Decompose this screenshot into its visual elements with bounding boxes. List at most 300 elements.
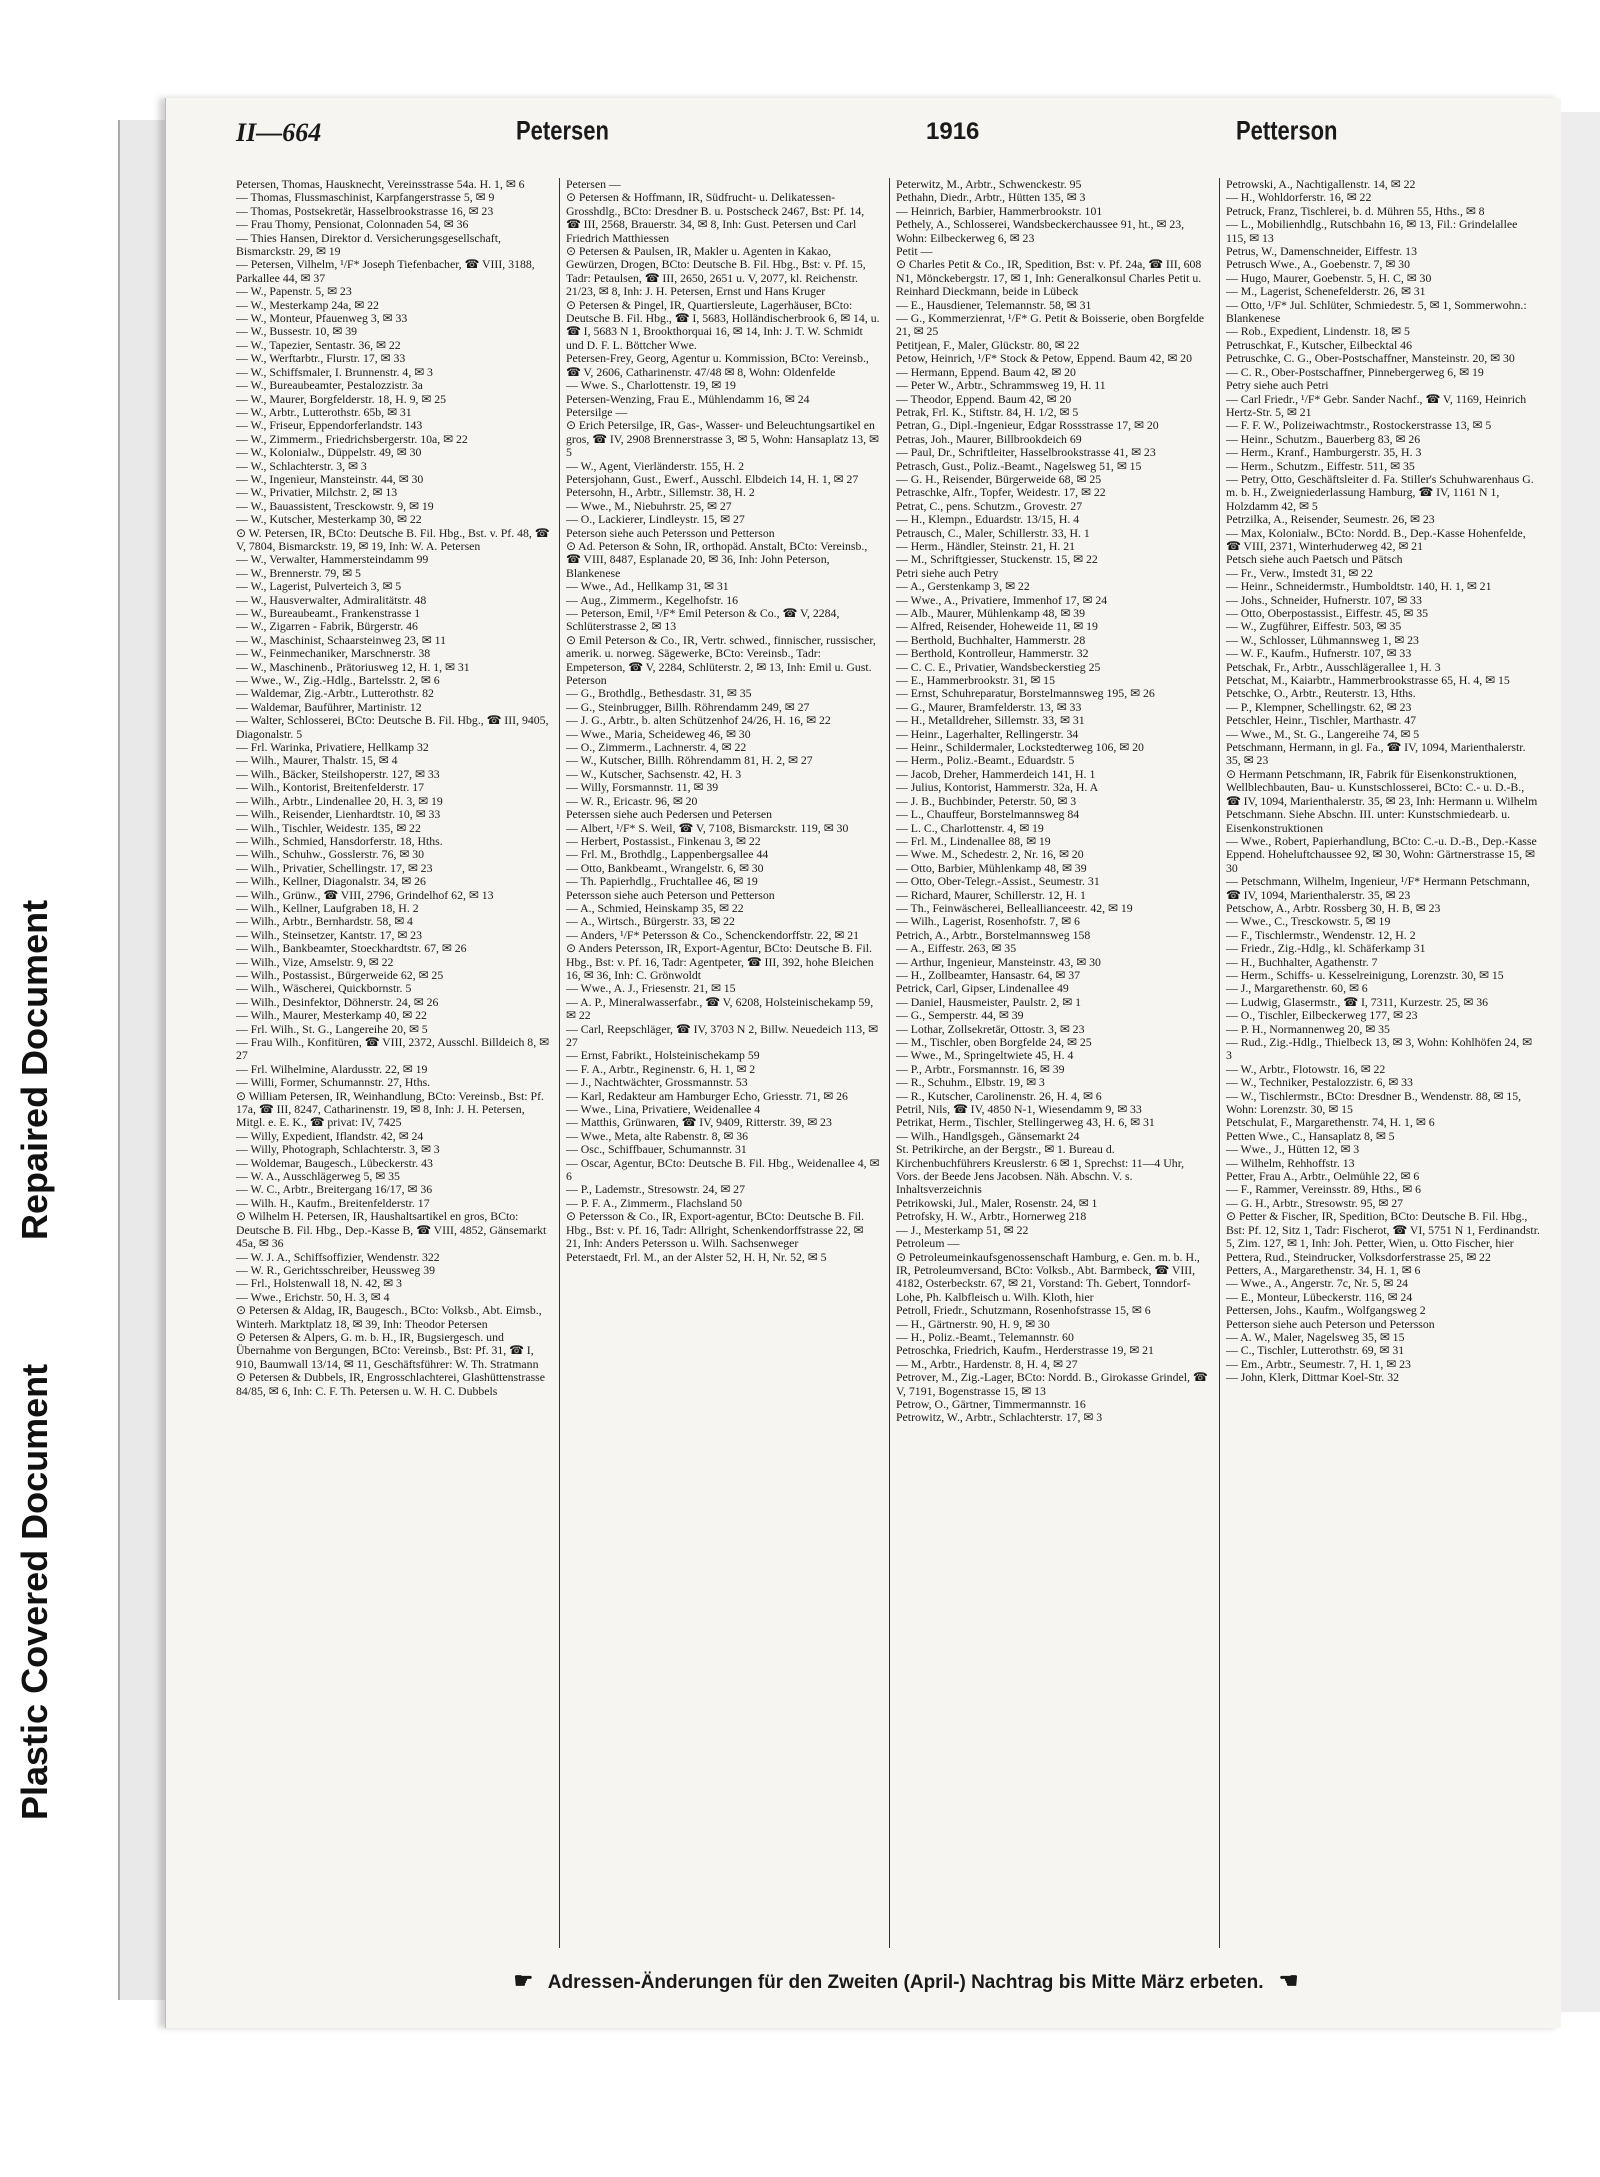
directory-entry: — Heinr., Schildermaler, Lockstedterweg 106, ✉ 20 <box>896 740 1144 755</box>
directory-entry: — Frl., Holstenwall 18, N. 42, ✉ 3 <box>236 1276 402 1291</box>
directory-entry: — W., Brennerstr. 79, ✉ 5 <box>236 565 361 580</box>
directory-entry: Petruck, Franz, Tischlerei, b. d. Mühren 55, Hths., ✉ 8 <box>1226 203 1485 218</box>
directory-entry: — Anders, ¹/F* Petersson & Co., Schenckendorffstr. 22, ✉ 21 <box>566 927 860 942</box>
directory-entry: — Wilh., Handlgsgeh., Gänsemarkt 24 <box>896 1128 1080 1143</box>
directory-entry: — Heinrich, Barbier, Hammerbrookstr. 101 <box>896 203 1103 218</box>
column-4 <box>1226 178 1540 1948</box>
directory-entry: — Wwe., W., Zig.-Hdlg., Bartelsstr. 2, ✉ 6 <box>236 673 440 688</box>
directory-entry: — O., Lackierer, Lindleystr. 15, ✉ 27 <box>566 512 745 527</box>
directory-entry: — H., Wohldorferstr. 16, ✉ 22 <box>1226 190 1372 205</box>
pointing-hand-icon: ☚ <box>1278 1968 1299 1993</box>
directory-entry: — M., Tischler, oben Borgfelde 24, ✉ 25 <box>896 1035 1092 1049</box>
directory-entry: — P., Arbtr., Forsmannstr. 16, ✉ 39 <box>896 1061 1065 1076</box>
directory-entry: — Otto, Oberpostassist., Eiffestr. 45, ✉ 35 <box>1226 606 1429 620</box>
directory-entry: — W., Privatier, Milchstr. 2, ✉ 13 <box>236 485 398 500</box>
directory-entry: — W. F., Kaufm., Hufnerstr. 107, ✉ 33 <box>1226 646 1412 661</box>
directory-entry: — Karl, Redakteur am Hamburger Echo, Griesstr. 71, ✉ 26 <box>566 1088 848 1103</box>
directory-entry: — Ludwig, Glasermstr., ☎ I, 7311, Kurzestr. 25, ✉ 36 <box>1226 994 1489 1009</box>
directory-entry: — Paul, Dr., Schriftleiter, Hasselbrookstrasse 41, ✉ 23 <box>896 445 1156 460</box>
directory-entry: — A., Schmied, Heinskamp 35, ✉ 22 <box>566 900 744 915</box>
directory-entry: ⊙ Petersson & Co., IR, Export-agentur, BCto: Deutsche B. Fil. Hbg., Bst: v. Pf. 16, Tadr: Allright, Schenkendorffstrasse 22, ✉ 21, Inh: Anders Petersson u. Wilh. Sachsenweger <box>566 1209 865 1251</box>
directory-entry: — Wilh., Steinsetzer, Kantstr. 17, ✉ 23 <box>236 927 422 942</box>
directory-entry: St. Petrikirche, an der Bergstr., ✉ 1. Bureau d. Kirchenbuchführers Kreuslerstr. 6 ✉ 1, Sprechst: 11—4 Uhr, Vors. der Beede Jens Jacobsen. Näh. Abschn. V. s. Inhaltsverzeichnis <box>896 1142 1185 1197</box>
directory-entry: Petruschkat, F., Kutscher, Eilbecktal 46 <box>1226 337 1412 352</box>
directory-entry: — Theodor, Eppend. Baum 42, ✉ 20 <box>896 391 1072 406</box>
directory-entry: Petersohn, H., Arbtr., Sillemstr. 38, H. 2 <box>566 485 755 500</box>
directory-entry: Petrasch, Gust., Poliz.-Beamt., Nagelsweg 51, ✉ 15 <box>896 458 1142 473</box>
directory-entry: Peterson siehe auch Petersson und Petterson <box>566 525 775 540</box>
directory-entry: — L. C., Charlottenstr. 4, ✉ 19 <box>896 820 1044 835</box>
directory-entry: — H., Klempn., Eduardstr. 13/15, H. 4 <box>896 512 1080 527</box>
directory-entry: — Rob., Expedient, Lindenstr. 18, ✉ 5 <box>1226 324 1410 339</box>
directory-entry: — W., Tapezier, Sentastr. 36, ✉ 22 <box>236 337 401 352</box>
directory-entry: — Woldemar, Baugesch., Lübeckerstr. 43 <box>236 1155 433 1170</box>
directory-entry: Petraschke, Alfr., Topfer, Weidestr. 17, ✉ 22 <box>896 485 1106 500</box>
directory-entry: — Wilh., Schmied, Hansdorferstr. 18, Hths. <box>236 833 443 848</box>
directory-entry: ⊙ Petersen & Pingel, IR, Quartiersleute, Lagerhäuser, BCto: Deutsche B. Fil. Hbg., ☎ I, 5683, Holländischerbrook 6, ✉ 14, u. ☎ I, 5683 N 1, Brookthorquai 16, ✉ 14, Inh: J. T. W. Schmidt und D. F. L. Böttcher Wwe. <box>566 297 880 352</box>
directory-entry: — Wwe., A., Angerstr. 7c, Nr. 5, ✉ 24 <box>1226 1276 1409 1291</box>
directory-entry: — Wwe., A., Privatiere, Immenhof 17, ✉ 24 <box>896 592 1108 607</box>
directory-entry: Petersen — <box>566 178 621 191</box>
directory-entry: — Wilh., Arbtr., Lindenallee 20, H. 3, ✉ 19 <box>236 793 443 808</box>
directory-entry: — Peterson, Emil, ¹/F* Emil Peterson & Co., ☎ V, 2284, Schlüterstrasse 2, ✉ 13 <box>566 606 840 634</box>
directory-entry: — Wilh., Maurer, Mesterkamp 40, ✉ 22 <box>236 1008 427 1023</box>
directory-entry: — W., Friseur, Eppendorferlandstr. 143 <box>236 418 423 433</box>
directory-entry: — W., Monteur, Pfauenweg 3, ✉ 33 <box>236 311 408 326</box>
directory-entry: — Frl. Warinka, Privatiere, Hellkamp 32 <box>236 740 429 755</box>
directory-entry: Petrick, Carl, Gipser, Lindenallee 49 <box>896 981 1069 996</box>
directory-entry: Petschow, A., Arbtr. Rossberg 30, H. B, ✉ 23 <box>1226 900 1441 915</box>
directory-entry: — Hermann, Eppend. Baum 42, ✉ 20 <box>896 364 1076 379</box>
directory-entry: — Petschmann, Wilhelm, Ingenieur, ¹/F* Hermann Petschmann, ☎ IV, 1094, Marienthalerstr. 35, ✉ 23 <box>1226 874 1530 902</box>
directory-entry: Petrikowski, Jul., Maler, Rosenstr. 24, ✉ 1 <box>896 1195 1098 1210</box>
directory-entry: — F. F. W., Polizeiwachtmstr., Rostockerstrasse 13, ✉ 5 <box>1226 418 1492 433</box>
directory-entry: — Em., Arbtr., Seumestr. 7, H. 1, ✉ 23 <box>1226 1356 1411 1371</box>
directory-entry: Petrich, A., Arbtr., Borstelmannsweg 158 <box>896 927 1091 942</box>
directory-entry: — Wwe., Erichstr. 50, H. 3, ✉ 4 <box>236 1289 390 1304</box>
directory-entry: — W., Kolonialw., Düppelstr. 49, ✉ 30 <box>236 445 422 460</box>
directory-entry: — G., Steinbrugger, Billh. Röhrendamm 249, ✉ 27 <box>566 699 810 714</box>
directory-entry: — Jacob, Dreher, Hammerdeich 141, H. 1 <box>896 766 1096 781</box>
directory-entry: — Wilh., Desinfektor, Döhnerstr. 24, ✉ 26 <box>236 994 439 1009</box>
directory-entry: — W., Kutscher, Billh. Röhrendamm 81, H. 2, ✉ 27 <box>566 753 813 768</box>
directory-entry: — Lothar, Zollsekretär, Ottostr. 3, ✉ 23 <box>896 1021 1085 1036</box>
directory-entry: — Frau Thomy, Pensionat, Colonnaden 54, ✉ 36 <box>236 217 469 232</box>
directory-entry: — Hugo, Maurer, Goebenstr. 5, H. C, ✉ 30 <box>1226 270 1432 285</box>
directory-entry: Petit — <box>896 244 933 259</box>
directory-entry: — Richard, Maurer, Schillerstr. 12, H. 1 <box>896 887 1086 902</box>
directory-entry: — W., Bussestr. 10, ✉ 39 <box>236 324 357 339</box>
directory-entry: Petterson siehe auch Peterson und Petersson <box>1226 1316 1435 1331</box>
directory-entry: — Herm., Schiffs- u. Kesselreinigung, Lorenzstr. 30, ✉ 15 <box>1226 967 1504 982</box>
directory-entry: — W. A., Ausschlägerweg 5, ✉ 35 <box>236 1169 400 1184</box>
directory-entry: — Otto, Bankbeamt., Wrangelstr. 6, ✉ 30 <box>566 860 764 875</box>
directory-entry: — Ernst, Fabrikt., Holsteinischekamp 59 <box>566 1048 760 1063</box>
directory-entry: — W., Zugführer, Eiffestr. 503, ✉ 35 <box>1226 619 1402 634</box>
directory-entry: Petter, Frau A., Arbtr., Oelmühle 22, ✉ 6 <box>1226 1169 1420 1184</box>
directory-entry: — Otto, Ober-Telegr.-Assist., Seumestr. 31 <box>896 874 1100 889</box>
directory-entry: — Otto, Barbier, Mühlenkamp 48, ✉ 39 <box>896 860 1087 875</box>
directory-entry: — Ernst, Schuhreparatur, Borstelmannsweg 195, ✉ 26 <box>896 686 1155 701</box>
directory-entry: — H., Metalldreher, Sillemstr. 33, ✉ 31 <box>896 713 1085 728</box>
directory-entry: — W., Agent, Vierländerstr. 155, H. 2 <box>566 458 744 473</box>
directory-entry: ⊙ Petroleumeinkaufsgenossenschaft Hamburg, e. Gen. m. b. H., IR, Petroleumversand, BCto: Volksb., Abt. Barmbeck, ☎ VIII, 4182, Osterbeckstr. 67, ✉ 21, Vorstand: Th. Gebert, Tonndorf-Lohe, Ph. Kalbfleisch u. Wilh. Kloth, hier <box>896 1249 1200 1304</box>
directory-entry: Pettera, Rud., Steindrucker, Volksdorferstrasse 25, ✉ 22 <box>1226 1249 1491 1264</box>
directory-entry: — Herm., Poliz.-Beamt., Eduardstr. 5 <box>896 753 1075 768</box>
pointing-hand-icon: ☛ <box>513 1968 534 1993</box>
directory-entry: — W., Arbtr., Flotowstr. 16, ✉ 22 <box>1226 1061 1386 1076</box>
directory-entry: — W., Ingenieur, Mansteinstr. 44, ✉ 30 <box>236 471 424 486</box>
directory-entry: — W., Maurer, Borgfelderstr. 18, H. 9, ✉ 25 <box>236 391 447 406</box>
directory-entry: — Alb., Maurer, Mühlenkamp 48, ✉ 39 <box>896 606 1085 620</box>
footer-notice <box>306 1968 1506 1998</box>
column-divider <box>559 178 560 1948</box>
directory-entry: — W., Maschinist, Schaarsteinweg 23, ✉ 11 <box>236 632 446 647</box>
directory-entry: — Carl, Reepschläger, ☎ IV, 3703 N 2, Billw. Neuedeich 113, ✉ 27 <box>566 1021 878 1049</box>
directory-entry: — Wwe., J., Hütten 12, ✉ 3 <box>1226 1142 1360 1157</box>
directory-entry: ⊙ Hermann Petschmann, IR, Fabrik für Eisenkonstruktionen, Wellblechbauten, Bau- u. Kunstschlosserei, BCto: C.- u. D.-B., ☎ IV, 1094, Marienthalerstr. 35, ✉ 23, Inh: Hermann u. Wilhelm Petschmann. Siehe Abschn. III. unter: Kunstschmiedearb. u. Eisenkonstruktionen <box>1226 766 1538 835</box>
directory-entry: — Johs., Schneider, Hufnerstr. 107, ✉ 33 <box>1226 592 1422 607</box>
directory-entry: — P., Lademstr., Stresowstr. 24, ✉ 27 <box>566 1182 745 1197</box>
directory-entry: Petschke, O., Arbtr., Reuterstr. 13, Hths. <box>1226 686 1416 701</box>
left-running-head: Petersen <box>516 115 609 146</box>
directory-entry: Petersilge — <box>566 404 628 419</box>
directory-entry: — E., Monteur, Lübeckerstr. 116, ✉ 24 <box>1226 1289 1413 1304</box>
directory-entry: — Herm., Händler, Steinstr. 21, H. 21 <box>896 538 1076 553</box>
directory-entry: ⊙ Wilhelm H. Petersen, IR, Haushaltsartikel en gros, BCto: Deutsche B. Fil. Hbg., Dep.-Kasse B, ☎ VIII, 4852, Gänsemarkt 45a, ✉ 36 <box>236 1209 547 1251</box>
directory-entry: Pethely, A., Schlosserei, Wandsbeckerchaussee 91, ht., ✉ 23, Wohn: Eilbeckerweg 6, ✉ 23 <box>896 217 1185 245</box>
directory-entry: — Wwe., M., Niebuhrstr. 25, ✉ 27 <box>566 498 732 513</box>
directory-entry: — Wwe., M., Springeltwiete 45, H. 4 <box>896 1048 1074 1063</box>
directory-page <box>165 98 1561 2028</box>
directory-entry: — Petersen, Vilhelm, ¹/F* Joseph Tiefenbacher, ☎ VIII, 3188, Parkallee 44, ✉ 37 <box>236 257 535 285</box>
directory-entry: — John, Klerk, Dittmar Koel-Str. 32 <box>1226 1370 1400 1385</box>
page-header <box>236 112 1541 156</box>
page-number: II—664 <box>236 118 322 147</box>
directory-entry: — Wilh., Maurer, Thalstr. 15, ✉ 4 <box>236 753 398 768</box>
directory-entry: ⊙ Petersen & Dubbels, IR, Engrosschlachterei, Glashüttenstrasse 84/85, ✉ 6, Inh: C. F. Th. Petersen u. W. H. C. Dubbels <box>236 1370 545 1398</box>
directory-entry: — Wwe., M., St. G., Langereihe 74, ✉ 5 <box>1226 726 1420 741</box>
directory-entry: — A. P., Mineralwasserfabr., ☎ V, 6208, Holsteinischekamp 59, ✉ 22 <box>566 994 874 1023</box>
directory-entry: — Wilh., Schuhw., Gosslerstr. 76, ✉ 30 <box>236 847 425 862</box>
directory-entry: — A., Gerstenkamp 3, ✉ 22 <box>896 579 1030 594</box>
directory-entry: — Daniel, Hausmeister, Paulstr. 2, ✉ 1 <box>896 994 1082 1009</box>
directory-entry: Petschmann, Hermann, in gl. Fa., ☎ IV, 1094, Marienthalerstr. 35, ✉ 23 <box>1226 740 1526 768</box>
directory-entry: Petersen, Thomas, Hausknecht, Vereinsstrasse 54a. H. 1, ✉ 6 <box>236 178 525 191</box>
directory-entry: — Julius, Kontorist, Hammerstr. 32a, H. A <box>896 780 1099 795</box>
directory-entry: — Wwe. M., Schedestr. 2, Nr. 16, ✉ 20 <box>896 847 1084 862</box>
directory-entry: — W., Tischlermstr., BCto: Dresdner B., Wendenstr. 88, ✉ 15, Wohn: Lorenzstr. 30, ✉ 15 <box>1226 1088 1522 1117</box>
directory-entry: — E., Hausdiener, Telemannstr. 58, ✉ 31 <box>896 297 1092 312</box>
directory-entry: — Max, Kolonialw., BCto: Nordd. B., Dep.-Kasse Hohenfelde, ☎ VIII, 2371, Winterhuderweg 42, ✉ 21 <box>1226 525 1526 553</box>
directory-entry: — W., Bureaubeamter, Pestalozzistr. 3a <box>236 378 423 393</box>
directory-entry: — W. R., Ericastr. 96, ✉ 20 <box>566 793 698 808</box>
directory-entry: ⊙ Charles Petit & Co., IR, Spedition, Bst: v. Pf. 24a, ☎ III, 608 N1, Mönckebergstr. 17, ✉ 1, Inh: Generalkonsul Charles Petit u. Reinhard Dieckmann, beide in Lübeck <box>896 257 1202 299</box>
directory-entry: — P., Klempner, Schellingstr. 62, ✉ 23 <box>1226 699 1412 714</box>
directory-entry: — Wilh., Bankbeamter, Stoeckhardtstr. 67, ✉ 26 <box>236 941 467 956</box>
directory-entry: — A., Eiffestr. 263, ✉ 35 <box>896 941 1017 956</box>
directory-entry: Petrat, C., pens. Schutzm., Grovestr. 27 <box>896 498 1083 513</box>
directory-entry: Pettersen, Johs., Kaufm., Wolfgangsweg 2 <box>1226 1303 1426 1318</box>
directory-entry: — A. W., Maler, Nagelsweg 35, ✉ 15 <box>1226 1329 1405 1344</box>
directory-entry: ⊙ Petersen & Alpers, G. m. b. H., IR, Bugsiergesch. und Übernahme von Bergungen, BCto: Vereinsb., Bst: Pf. 31, ☎ I, 910, Baumwall 13/14, ✉ 11, Geschäftsführer: W. Th. Stratmann <box>236 1329 539 1371</box>
directory-entry: — Peter W., Arbtr., Schrammsweg 19, H. 11 <box>896 378 1106 393</box>
directory-entry: — Petry, Otto, Geschäftsleiter d. Fa. Stiller's Schuhwarenhaus G. m. b. H., Zweigniederlassung Hamburg, ☎ IV, 1161 N 1, Holzdamm 42, ✉ 5 <box>1226 471 1534 513</box>
directory-entry: — Thomas, Flussmaschinist, Karpfangerstrasse 5, ✉ 9 <box>236 190 495 205</box>
directory-entry: Petschat, M., Kaiarbtr., Hammerbrookstrasse 65, H. 4, ✉ 15 <box>1226 673 1510 688</box>
directory-entry: — M., Arbtr., Hardenstr. 8, H. 4, ✉ 27 <box>896 1356 1078 1371</box>
directory-entry: Petersen-Wenzing, Frau E., Mühlendamm 16, ✉ 24 <box>566 391 810 406</box>
directory-entry: Petters, A., Margarethenstr. 34, H. 1, ✉ 6 <box>1226 1262 1421 1277</box>
directory-entry: Petran, G., Dipl.-Ingenieur, Edgar Rossstrasse 17, ✉ 20 <box>896 418 1159 433</box>
directory-entry: — W., Bauassistent, Tresckowstr. 9, ✉ 19 <box>236 498 434 513</box>
directory-entry: — Osc., Schiffbauer, Schumannstr. 31 <box>566 1142 747 1157</box>
directory-entry: Pethahn, Diedr., Arbtr., Hütten 135, ✉ 3 <box>896 190 1086 205</box>
directory-entry: — G., Kommerzienrat, ¹/F* G. Petit & Boisserie, oben Borgfelde 21, ✉ 25 <box>896 311 1205 339</box>
directory-entry: — G. H., Reisender, Bürgerweide 68, ✉ 25 <box>896 471 1102 486</box>
directory-entry: — Th. Papierhdlg., Fruchtallee 46, ✉ 19 <box>566 874 758 889</box>
directory-entry: Petras, Joh., Maurer, Billbrookdeich 69 <box>896 431 1082 446</box>
directory-entry: Petrzilka, A., Reisender, Seumestr. 26, ✉ 23 <box>1226 512 1435 527</box>
directory-entry: — W., Feinmechaniker, Marschnerstr. 38 <box>236 646 431 661</box>
directory-entry: — R., Kutscher, Carolinenstr. 26, H. 4, ✉ 6 <box>896 1088 1102 1103</box>
right-running-head: Petterson <box>1236 115 1338 146</box>
directory-entry: Petrowski, A., Nachtigallenstr. 14, ✉ 22 <box>1226 178 1416 191</box>
directory-entry: — L., Mobilienhdlg., Rutschbahn 16, ✉ 13, Fil.: Grindelallee 115, ✉ 13 <box>1226 217 1518 245</box>
directory-entry: ⊙ William Petersen, IR, Weinhandlung, BCto: Vereinsb., Bst: Pf. 17a, ☎ III, 8247, Catharinenstr. 19, ✉ 8, Inh: J. H. Petersen, Mitgl. e. E. K., ☎ privat: IV, 7425 <box>236 1088 544 1130</box>
directory-entry: — Wilh., Kellner, Laufgraben 18, H. 2 <box>236 900 419 915</box>
directory-entry: Petrow, O., Gärtner, Timmermannstr. 16 <box>896 1396 1086 1411</box>
directory-entry: — Herm., Schutzm., Eiffestr. 511, ✉ 35 <box>1226 458 1415 473</box>
directory-entry: — W., Techniker, Pestalozzistr. 6, ✉ 33 <box>1226 1075 1413 1090</box>
directory-entry: Petrikat, Herm., Tischler, Stellingerweg 43, H. 6, ✉ 31 <box>896 1115 1155 1130</box>
footer-text: Adressen-Änderungen für den Zweiten (April-) Nachtrag bis Mitte März erbeten. <box>547 1972 1264 1993</box>
directory-entry: ⊙ Ad. Peterson & Sohn, IR, orthopäd. Anstalt, BCto: Vereinsb., ☎ VIII, 8487, Esplanade 20, ✉ 36, Inh: John Peterson, Blankenese <box>566 538 868 580</box>
directory-entry: Petri siehe auch Petry <box>896 565 999 580</box>
directory-entry: — G., Semperstr. 44, ✉ 39 <box>896 1008 1024 1023</box>
directory-entry: — O., Tischler, Eilbeckerweg 177, ✉ 23 <box>1226 1008 1418 1023</box>
directory-entry: — G., Maurer, Bramfelderstr. 13, ✉ 33 <box>896 699 1082 714</box>
directory-entry: — Wilh., Postassist., Bürgerweide 62, ✉ 25 <box>236 967 444 982</box>
directory-entry: Petruschke, C. G., Ober-Postschaffner, Mansteinstr. 20, ✉ 30 <box>1226 351 1515 366</box>
directory-entry: — Wwe., Ad., Hellkamp 31, ✉ 31 <box>566 579 729 594</box>
directory-entry: — M., Lagerist, Schenefelderstr. 26, ✉ 31 <box>1226 284 1426 299</box>
directory-entry: — W., Maschinenb., Prätoriusweg 12, H. 1, ✉ 31 <box>236 659 470 674</box>
directory-entry: Petersen-Frey, Georg, Agentur u. Kommission, BCto: Vereinsb., ☎ V, 2606, Catharinenstr. 47/48 ✉ 8, Wohn: Oldenfelde <box>566 351 869 379</box>
directory-entry: — Wilh., Lagerist, Rosenhofstr. 7, ✉ 6 <box>896 914 1080 929</box>
year-heading: 1916 <box>926 118 980 145</box>
directory-entry: Petersjohann, Gust., Ewerf., Ausschl. Elbdeich 14, H. 1, ✉ 27 <box>566 471 859 486</box>
directory-entry: — F. A., Arbtr., Reginenstr. 6, H. 1, ✉ 2 <box>566 1061 756 1076</box>
directory-entry: — W., Mesterkamp 24a, ✉ 22 <box>236 297 379 312</box>
directory-entry: Petten Wwe., C., Hansaplatz 8, ✉ 5 <box>1226 1128 1395 1143</box>
directory-entry: Petroll, Friedr., Schutzmann, Rosenhofstrasse 15, ✉ 6 <box>896 1303 1151 1318</box>
directory-entry: — C. C. E., Privatier, Wandsbeckerstieg 25 <box>896 659 1101 674</box>
directory-entry: — C. R., Ober-Postschaffner, Pinnebergerweg 6, ✉ 19 <box>1226 364 1484 379</box>
directory-entry: — G. H., Arbtr., Stresowstr. 95, ✉ 27 <box>1226 1195 1404 1210</box>
directory-entry: — W. R., Gerichtsschreiber, Heussweg 39 <box>236 1262 436 1277</box>
directory-entry: — W., Lagerist, Pulverteich 3, ✉ 5 <box>236 579 402 594</box>
directory-entry: — Rud., Zig.-Hdlg., Thielbeck 13, ✉ 3, Wohn: Kohlhöfen 24, ✉ 3 <box>1226 1035 1533 1063</box>
directory-entry: — E., Hammerbrookstr. 31, ✉ 15 <box>896 673 1055 688</box>
directory-entry: Peterwitz, M., Arbtr., Schwenckestr. 95 <box>896 178 1082 191</box>
directory-entry: — G., Brothdlg., Bethesdastr. 31, ✉ 35 <box>566 686 752 701</box>
directory-entry: — W., Bureaubeamt., Frankenstrasse 1 <box>236 606 421 620</box>
directory-entry: — W. J. A., Schiffsoffizier, Wendenstr. 322 <box>236 1249 440 1264</box>
directory-entry: — Wwe., Maria, Scheideweg 46, ✉ 30 <box>566 726 751 741</box>
directory-entry: ⊙ Petersen & Hoffmann, IR, Südfrucht- u. Delikatessen-Grosshdlg., BCto: Dresdner B. u. Postscheck 2467, Bst: Pf. 14, ☎ III, 2568, Brauerstr. 34, ✉ 8, Inh: Gust. Petersen und Carl Friedrich Matthiessen <box>566 190 865 245</box>
directory-entry: — J., Nachtwächter, Grossmannstr. 53 <box>566 1075 748 1090</box>
directory-entry: Petrowitz, W., Arbtr., Schlachterstr. 17, ✉ 3 <box>896 1410 1103 1425</box>
directory-entry: — J., Margarethenstr. 60, ✉ 6 <box>1226 981 1368 996</box>
directory-entry: — Wilh., Arbtr., Bernhardstr. 58, ✉ 4 <box>236 914 413 929</box>
directory-entry: — W., Hausverwalter, Admiralitätstr. 48 <box>236 592 427 607</box>
directory-entry: — Wilhelm, Rehhoffstr. 13 <box>1226 1155 1355 1170</box>
directory-entry: — Waldemar, Bauführer, Martinistr. 12 <box>236 699 422 714</box>
directory-entry: — W., Schiffsmaler, I. Brunnenstr. 4, ✉ 3 <box>236 364 433 379</box>
directory-entry: Petschler, Heinr., Tischler, Marthastr. 47 <box>1226 713 1417 728</box>
directory-entry: — Wilh., Wäscherei, Quickbornstr. 5 <box>236 981 412 996</box>
directory-entry: — W., Zigarren - Fabrik, Bürgerstr. 46 <box>236 619 418 634</box>
directory-entry: — Frl. M., Lindenallee 88, ✉ 19 <box>896 833 1051 848</box>
directory-entry: — W., Werftarbtr., Flurstr. 17, ✉ 33 <box>236 351 406 366</box>
directory-entry: Petril, Nils, ☎ IV, 4850 N-1, Wiesendamm 9, ✉ 33 <box>896 1102 1142 1117</box>
directory-entry: — Frl. Wilhelmine, Alardusstr. 22, ✉ 19 <box>236 1061 428 1076</box>
repaired-document-label: Repaired Document <box>14 899 55 1240</box>
directory-entry: Peterstaedt, Frl. M., an der Alster 52, H. H, Nr. 52, ✉ 5 <box>566 1249 827 1264</box>
directory-entry: Petrover, M., Zig.-Lager, BCto: Nordd. B., Girokasse Grindel, ☎ V, 7191, Bogenstrasse 15, ✉ 13 <box>896 1370 1208 1398</box>
column-1 <box>236 178 550 1948</box>
directory-entry: — Oscar, Agentur, BCto: Deutsche B. Fil. Hbg., Weidenallee 4, ✉ 6 <box>566 1155 880 1184</box>
directory-entry: — W., Kutscher, Mesterkamp 30, ✉ 22 <box>236 512 422 527</box>
directory-entry: Petow, Heinrich, ¹/F* Stock & Petow, Eppend. Baum 42, ✉ 20 <box>896 351 1192 366</box>
column-divider <box>1219 178 1220 1948</box>
directory-entry: — Heinr., Schutzm., Bauerberg 83, ✉ 26 <box>1226 431 1421 446</box>
directory-entry: Petrusch Wwe., A., Goebenstr. 7, ✉ 30 <box>1226 257 1410 272</box>
directory-entry: Petry siehe auch Petri <box>1226 378 1329 393</box>
directory-entry: ⊙ Emil Peterson & Co., IR, Vertr. schwed., finnischer, russischer, amerik. u. norweg. Sägewerke, BCto: Vereinsb., Tadr: Empeterson, ☎ V, 2284, Schlüterstr. 2, ✉ 13, Inh: Emil u. Gust. Peterson <box>566 632 876 688</box>
directory-entry: — Wwe., Meta, alte Rabenstr. 8, ✉ 36 <box>566 1128 748 1143</box>
directory-entry: — H., Poliz.-Beamt., Telemannstr. 60 <box>896 1329 1074 1344</box>
directory-entry: — Wilh., Vize, Amselstr. 9, ✉ 22 <box>236 954 394 969</box>
directory-entry: Petrofsky, H. W., Arbtr., Hornerweg 218 <box>896 1209 1087 1224</box>
directory-entry: — Waldemar, Zig.-Arbtr., Lutterothstr. 82 <box>236 686 434 701</box>
directory-entry: — Otto, ¹/F* Jul. Schlüter, Schmiedestr. 5, ✉ 1, Sommerwohn.: Blankenese <box>1226 297 1527 326</box>
directory-entry: Petroschka, Friedrich, Kaufm., Herderstrasse 19, ✉ 21 <box>896 1343 1154 1358</box>
directory-entry: Petersson siehe auch Peterson und Petterson <box>566 887 775 902</box>
directory-entry: Petroleum — <box>896 1236 960 1251</box>
directory-entry: Petschulat, F., Margarethenstr. 74, H. 1, ✉ 6 <box>1226 1115 1435 1130</box>
directory-entry: — W., Papenstr. 5, ✉ 23 <box>236 284 352 299</box>
directory-entry: — Thomas, Postsekretär, Hasselbrookstrasse 16, ✉ 23 <box>236 203 494 218</box>
directory-entry: — Matthis, Grünwaren, ☎ IV, 9409, Ritterstr. 39, ✉ 23 <box>566 1115 832 1130</box>
directory-entry: — Wilh., Kellner, Diagonalstr. 34, ✉ 26 <box>236 874 426 889</box>
directory-entry: — Wwe., A. J., Friesenstr. 21, ✉ 15 <box>566 981 736 996</box>
directory-entry: — Wwe., C., Tresckowstr. 5, ✉ 19 <box>1226 914 1391 929</box>
directory-entry: — Th., Feinwäscherei, Belleallianceestr. 42, ✉ 19 <box>896 900 1133 915</box>
directory-entry: — Willy, Photograph, Schlachterstr. 3, ✉ 3 <box>236 1142 440 1157</box>
directory-entry: — M., Schriftgiesser, Stuckenstr. 15, ✉ 22 <box>896 552 1098 567</box>
directory-entry: — Friedr., Zig.-Hdlg., kl. Schäferkamp 31 <box>1226 941 1426 956</box>
directory-entry: Peterssen siehe auch Pedersen und Petersen <box>566 807 773 822</box>
directory-entry: — R., Schuhm., Elbstr. 19, ✉ 3 <box>896 1075 1045 1090</box>
directory-entry: — A., Wirtsch., Bürgerstr. 33, ✉ 22 <box>566 914 735 929</box>
directory-entry: — C., Tischler, Lutterothstr. 69, ✉ 31 <box>1226 1343 1405 1358</box>
directory-entry: — Herm., Kranf., Hamburgerstr. 35, H. 3 <box>1226 445 1422 460</box>
directory-entry: — Albert, ¹/F* S. Weil, ☎ V, 7108, Bismarckstr. 119, ✉ 30 <box>566 820 849 835</box>
directory-entry: — Wwe., Robert, Papierhandlung, BCto: C.-u. D.-B., Dep.-Kasse Eppend. Hoheluftchaussee 92, ✉ 30, Wohn: Gärtnerstrasse 15, ✉ 30 <box>1226 833 1537 875</box>
directory-entry: — Wilh., Reisender, Lienhardtstr. 10, ✉ 33 <box>236 807 441 822</box>
directory-entry: — P. F. A., Zimmerm., Flachsland 50 <box>566 1195 743 1210</box>
directory-entry: — W., Zimmerm., Friedrichsbergerstr. 10a, ✉ 22 <box>236 431 468 446</box>
directory-entry: — Heinr., Schneidermstr., Humboldtstr. 140, H. 1, ✉ 21 <box>1226 579 1492 594</box>
next-page-edge <box>1560 112 1600 2012</box>
directory-entry: — J., Mesterkamp 51, ✉ 22 <box>896 1222 1029 1237</box>
directory-entry: Petrus, W., Damenschneider, Eiffestr. 13 <box>1226 244 1417 259</box>
plastic-covered-label: Plastic Covered Document <box>14 1363 55 1820</box>
directory-entry: Petsch siehe auch Paetsch und Pätsch <box>1226 552 1403 567</box>
directory-entry: — Willy, Expedient, Iflandstr. 42, ✉ 24 <box>236 1128 424 1143</box>
directory-entry: — J. G., Arbtr., b. alten Schützenhof 24/26, H. 16, ✉ 22 <box>566 713 831 728</box>
directory-entry: — Herbert, Postassist., Finkenau 3, ✉ 22 <box>566 833 761 848</box>
directory-entry: — F., Rammer, Vereinsstr. 89, Hths., ✉ 6 <box>1226 1182 1422 1197</box>
directory-entry: — W., Schlachterstr. 3, ✉ 3 <box>236 458 367 473</box>
directory-entry: — Wilh. H., Kaufm., Breitenfelderstr. 17 <box>236 1195 430 1210</box>
directory-entry: — W. C., Arbtr., Breitergang 16/17, ✉ 36 <box>236 1182 433 1197</box>
directory-entry: ⊙ Erich Petersilge, IR, Gas-, Wasser- und Beleuchtungsartikel en gros, ☎ IV, 2908 Brennerstrasse 3, ✉ 5, Wohn: Hansaplatz 13, ✉ 5 <box>566 418 879 460</box>
directory-entry: — W., Schlosser, Lühmannsweg 1, ✉ 23 <box>1226 632 1419 647</box>
directory-entry: ⊙ Petter & Fischer, IR, Spedition, BCto: Deutsche B. Fil. Hbg., Bst: Pf. 12, Sitz 1, Tadr: Fischerot, ☎ VI, 5751 N 1, Ferdinandstr. 5, Zim. 127, ✉ 1, Inh: Joh. Petter, Wien, u. Otto Fischer, hier <box>1226 1209 1540 1251</box>
directory-entry: — Wilh., Privatier, Schellingstr. 17, ✉ 23 <box>236 860 433 875</box>
directory-entry: — F., Tischlermstr., Wendenstr. 12, H. 2 <box>1226 927 1416 942</box>
directory-entry: — Aug., Zimmerm., Kegelhofstr. 16 <box>566 592 739 607</box>
directory-entry: — P. H., Normannenweg 20, ✉ 35 <box>1226 1021 1390 1036</box>
directory-entry: Petschak, Fr., Arbtr., Ausschlägerallee 1, H. 3 <box>1226 659 1441 674</box>
directory-entry: — L., Chauffeur, Borstelmannsweg 84 <box>896 807 1080 822</box>
directory-entry: ⊙ Petersen & Paulsen, IR, Makler u. Agenten in Kakao, Gewürzen, Drogen, BCto: Deutsche B. Fil. Hbg., Bst: v. Pf. 15, Tadr: Petaulsen, ☎ III, 2650, 2651 u. V, 2077, kl. Reichenstr. 21/23, ✉ 8, Inh: J. H. Petersen, Ernst und Hans Kruger <box>566 244 866 299</box>
directory-entry: — Frl. Wilh., St. G., Langereihe 20, ✉ 5 <box>236 1021 428 1036</box>
column-divider <box>889 178 890 1948</box>
directory-entry: — H., Gärtnerstr. 90, H. 9, ✉ 30 <box>896 1316 1050 1331</box>
directory-entry: — W., Arbtr., Lutterothstr. 65b, ✉ 31 <box>236 404 412 419</box>
directory-entry: ⊙ W. Petersen, IR, BCto: Deutsche B. Fil. Hbg., Bst. v. Pf. 48, ☎ V, 7804, Bismarckstr. 19, ✉ 19, Inh: W. A. Petersen <box>236 525 550 553</box>
directory-entry: — Fr., Verw., Imstedt 31, ✉ 22 <box>1226 565 1373 580</box>
directory-entry: — Thies Hansen, Direktor d. Versicherungsgesellschaft, Bismarckstr. 29, ✉ 19 <box>236 230 501 259</box>
directory-entry: Petrak, Frl. K., Stiftstr. 84, H. 1/2, ✉ 5 <box>896 404 1079 419</box>
directory-entry: — Heinr., Lagerhalter, Rellingerstr. 34 <box>896 726 1079 741</box>
directory-entry: ⊙ Anders Petersson, IR, Export-Agentur, BCto: Deutsche B. Fil. Hbg., Bst: v. Pf. 16, Tadr: Agentpeter, ☎ III, 392, hohe Bleichen 16, ✉ 36, Inh: C. Grönwoldt <box>566 941 874 982</box>
directory-entry: — Wwe. S., Charlottenstr. 19, ✉ 19 <box>566 378 736 393</box>
directory-entry: — Willy, Forsmannstr. 11, ✉ 39 <box>566 780 719 795</box>
column-2 <box>566 178 880 1948</box>
column-3 <box>896 178 1210 1948</box>
directory-entry: — O., Zimmerm., Lachnerstr. 4, ✉ 22 <box>566 740 747 755</box>
directory-entry: — Wilh., Tischler, Weidestr. 135, ✉ 22 <box>236 820 421 835</box>
directory-entry: Petitjean, F., Maler, Glückstr. 80, ✉ 22 <box>896 337 1080 352</box>
directory-entry: — H., Zollbeamter, Hansastr. 64, ✉ 37 <box>896 967 1081 982</box>
directory-entry: — Arthur, Ingenieur, Mansteinstr. 43, ✉ 30 <box>896 954 1101 969</box>
directory-entry: — Wilh., Kontorist, Breitenfelderstr. 17 <box>236 780 425 795</box>
directory-entry: — Carl Friedr., ¹/F* Gebr. Sander Nachf., ☎ V, 1169, Heinrich Hertz-Str. 5, ✉ 21 <box>1226 391 1527 419</box>
directory-entry: — Wilh., Bäcker, Steilshoperstr. 127, ✉ 33 <box>236 766 440 781</box>
directory-entry: — J. B., Buchbinder, Peterstr. 50, ✉ 3 <box>896 793 1077 808</box>
directory-entry: ⊙ Petersen & Aldag, IR, Baugesch., BCto: Volksb., Abt. Eimsb., Winterh. Marktplatz 18, ✉ 39, Inh: Theodor Petersen <box>236 1303 542 1331</box>
directory-entry: — Walter, Schlosserei, BCto: Deutsche B. Fil. Hbg., ☎ III, 9405, Diagonalstr. 5 <box>236 713 549 741</box>
directory-entry: Petrausch, C., Maler, Schillerstr. 33, H. 1 <box>896 525 1090 540</box>
directory-entry: — Berthold, Kontrolleur, Hammerstr. 32 <box>896 646 1089 661</box>
directory-entry: — Frau Wilh., Konfitüren, ☎ VIII, 2372, Ausschl. Billdeich 8, ✉ 27 <box>236 1035 549 1063</box>
directory-entry: — Berthold, Buchhalter, Hammerstr. 28 <box>896 632 1086 647</box>
